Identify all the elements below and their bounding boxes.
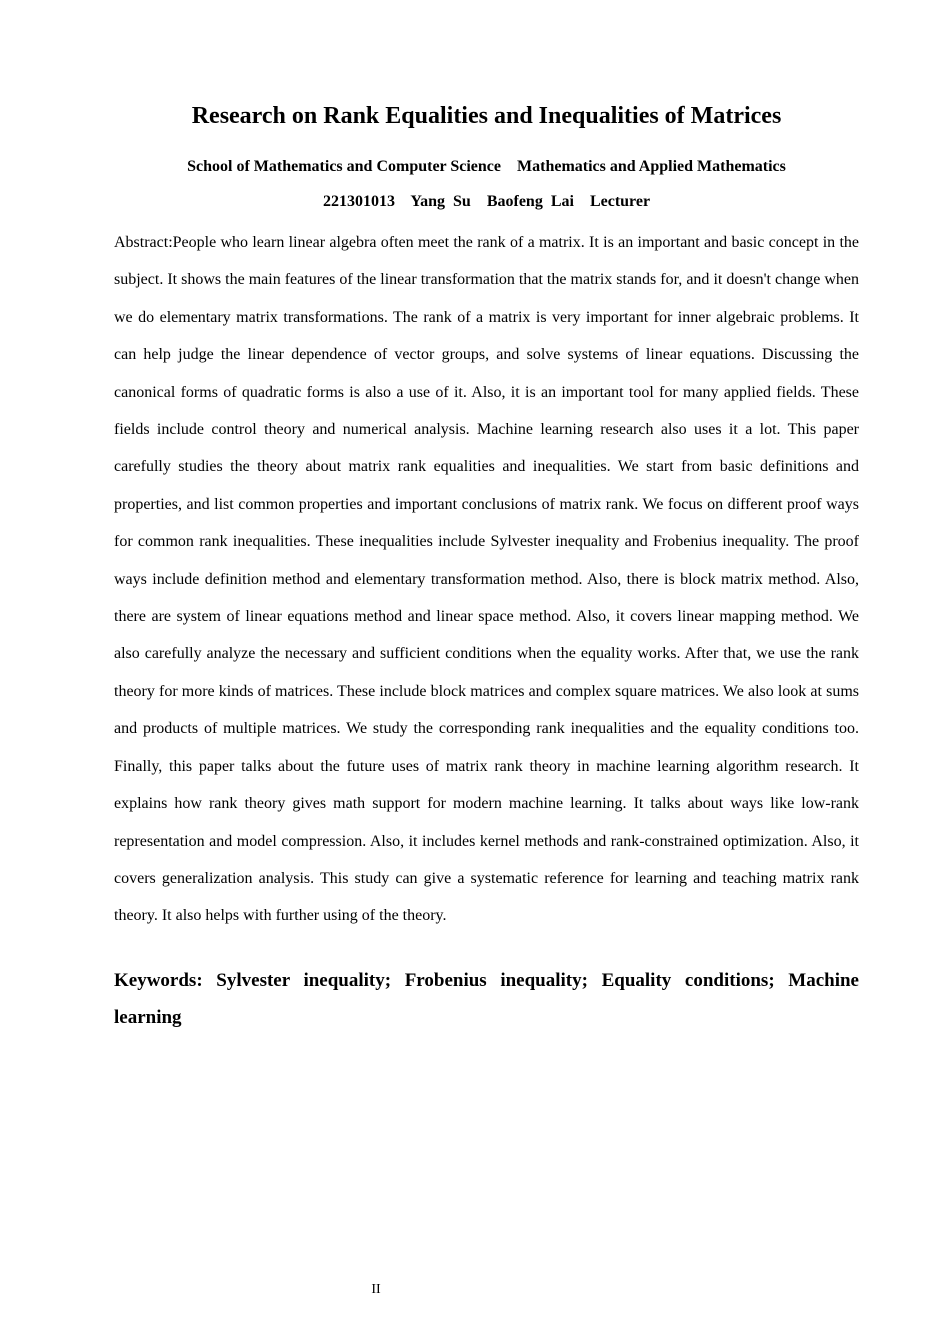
page-number: II [371,1282,381,1297]
keywords-line: Keywords: Sylvester inequality; Frobenius inequality; Equality conditions; Machine learning [114,970,859,1028]
author-line: 221301013 Yang Su Baofeng Lai Lecturer [322,193,651,210]
affiliation-line: School of Mathematics and Computer Science Mathematics and Applied Mathematics [187,158,786,175]
paper-title: Research on Rank Equalities and Inequalities of Matrices [191,103,782,129]
abstract-paragraph: Abstract:People who learn linear algebra often meet the rank of a matrix. It is an important and basic concept in the subject. It shows the main features of the linear transformation that the matrix stands for, and it doesn't change when we do elementary matrix transformations. The rank of a matrix is very important for inner algebraic problems. It can help judge the linear dependence of vector groups, and solve systems of linear equations. Discussing the canonical forms of quadratic forms is also a use of it. Also, it is an important tool for many applied fields. These fields include control theory and numerical analysis. Machine learning research also uses it a lot. This paper carefully studies the theory about matrix rank equalities and inequalities. We start from basic definitions and properties, and list common properties and important conclusions of matrix rank. We focus on different proof ways for common rank inequalities. These inequalities include Sylvester inequality and Frobenius inequality. The proof ways include definition method and elementary transformation method. Also, there is block matrix method. Also, there are system of linear equations method and linear space method. Also, it covers linear mapping method. We also carefully analyze the necessary and sufficient conditions when the equality works. After that, we use the rank theory for more kinds of matrices. These include block matrices and complex square matrices. We also look at sums and products of multiple matrices. We study the corresponding rank inequalities and the equality conditions too. Finally, this paper talks about the future uses of matrix rank theory in machine learning algorithm research. It explains how rank theory gives math support for modern machine learning. It talks about ways like low-rank representation and model compression. Also, it includes kernel methods and rank-constrained optimization. Also, it covers generalization analysis. This study can give a systematic reference for learning and teaching matrix rank theory. It also helps with further using of the theory. [114,234,859,925]
